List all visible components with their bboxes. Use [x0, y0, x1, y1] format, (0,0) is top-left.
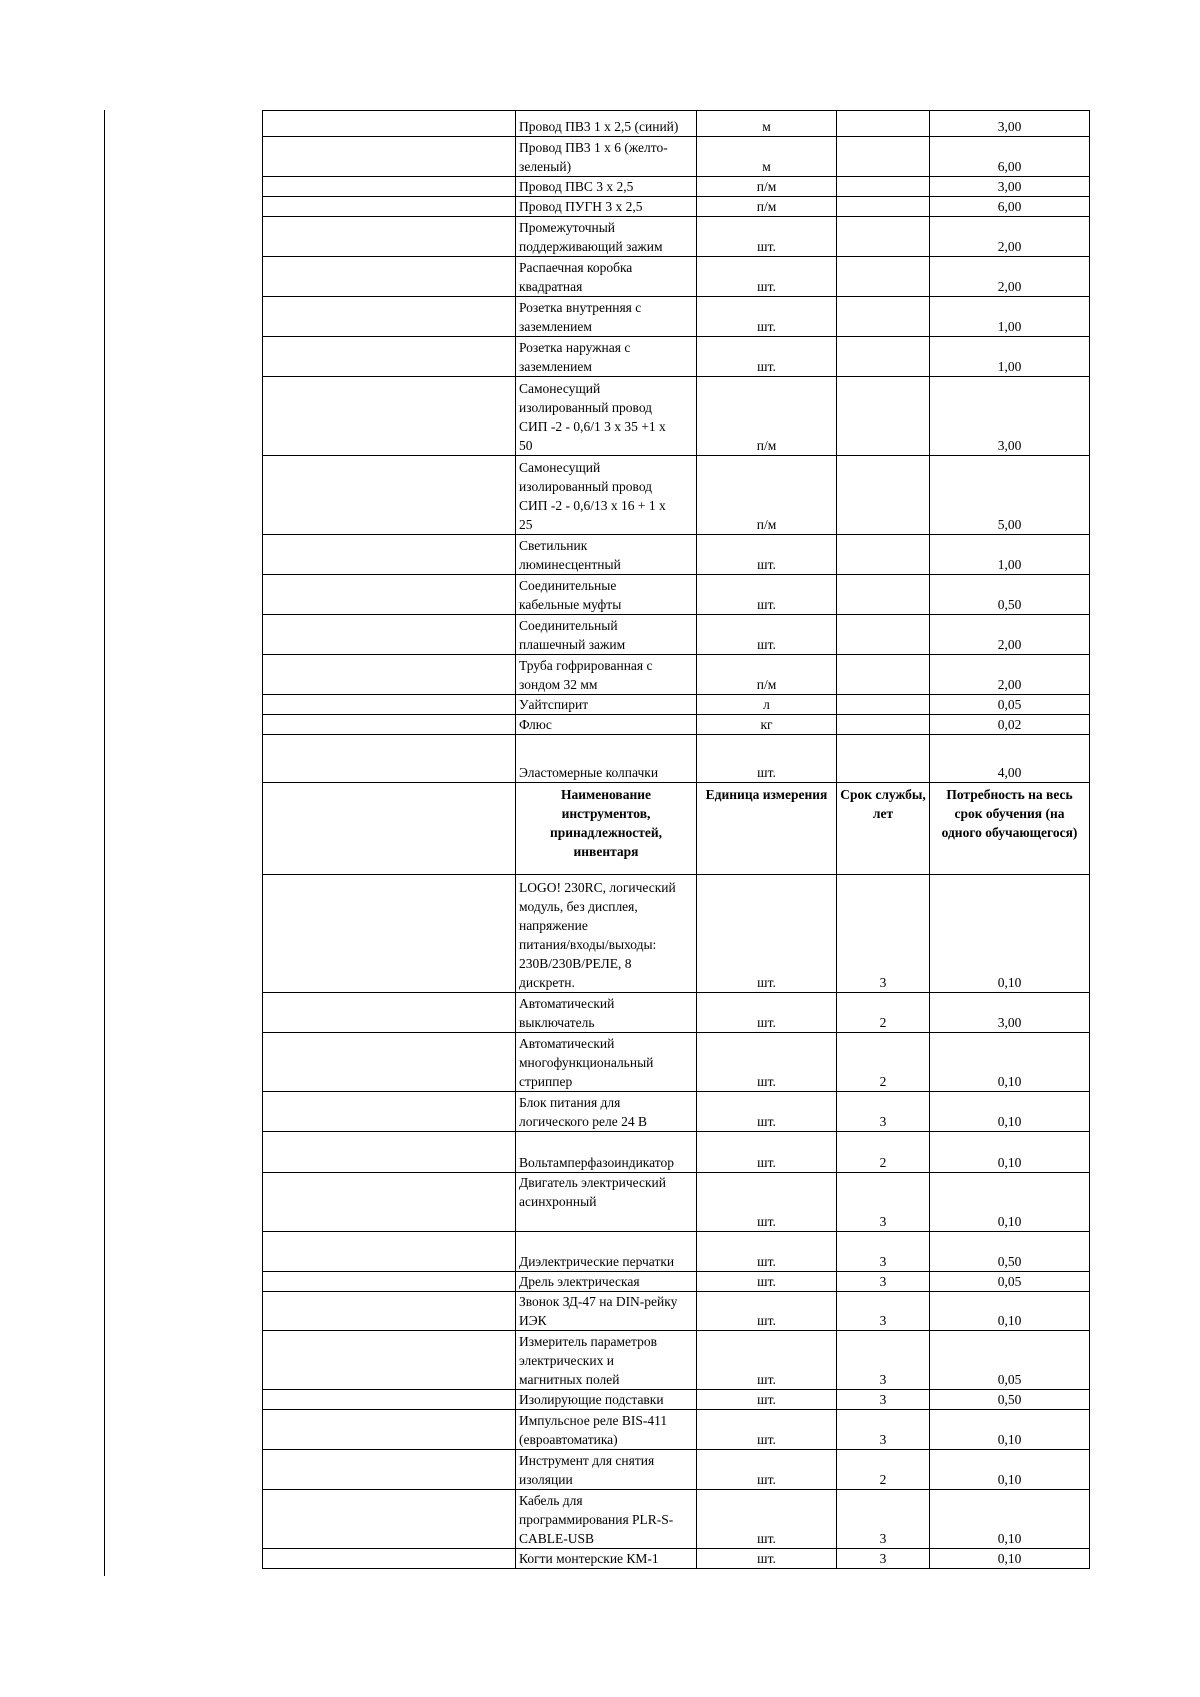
- item-name: Соединительный плашечный зажим: [516, 615, 697, 655]
- item-need: 2,00: [930, 655, 1090, 695]
- table-row: [263, 1173, 1090, 1232]
- item-life: [837, 177, 930, 197]
- item-unit: шт.: [697, 575, 837, 615]
- header-name: Наименование инструментов, принадлежностей, инвентаря: [516, 783, 697, 875]
- item-unit: шт.: [697, 217, 837, 257]
- table-row: [263, 297, 1090, 337]
- item-name: Двигатель электрический асинхронный: [516, 1173, 697, 1232]
- item-need: 1,00: [930, 297, 1090, 337]
- item-life: 3: [837, 875, 930, 993]
- table-row: [263, 715, 1090, 735]
- item-unit: шт.: [697, 1033, 837, 1092]
- table-header-row: [263, 783, 1090, 875]
- item-life: [837, 337, 930, 377]
- item-need: 3,00: [930, 111, 1090, 137]
- item-life: 2: [837, 993, 930, 1033]
- table-row: [263, 1292, 1090, 1331]
- item-life: 3: [837, 1549, 930, 1569]
- item-life: [837, 456, 930, 535]
- table-row: [263, 993, 1090, 1033]
- item-need: 0,10: [930, 1033, 1090, 1092]
- item-life: [837, 655, 930, 695]
- item-name: Соединительные кабельные муфты: [516, 575, 697, 615]
- item-life: 3: [837, 1410, 930, 1450]
- item-life: 3: [837, 1232, 930, 1272]
- table-row: [263, 177, 1090, 197]
- item-unit: шт.: [697, 735, 837, 783]
- item-name: Светильник люминесцентный: [516, 535, 697, 575]
- item-life: [837, 715, 930, 735]
- item-unit: п/м: [697, 655, 837, 695]
- table-row: [263, 257, 1090, 297]
- item-unit: шт.: [697, 337, 837, 377]
- item-need: 0,05: [930, 695, 1090, 715]
- item-unit: шт.: [697, 1292, 837, 1331]
- item-life: 3: [837, 1092, 930, 1132]
- item-name: Самонесущий изолированный провод СИП -2 - 0,6/13 х 16 + 1 х 25: [516, 456, 697, 535]
- table-row: [263, 615, 1090, 655]
- item-name: Блок питания для логического реле 24 В: [516, 1092, 697, 1132]
- item-name: Розетка внутренняя с заземлением: [516, 297, 697, 337]
- item-need: 1,00: [930, 535, 1090, 575]
- item-name: Звонок ЗД-47 на DIN-рейку ИЭК: [516, 1292, 697, 1331]
- item-name: Вольтамперфазоиндикатор: [516, 1132, 697, 1173]
- item-unit: л: [697, 695, 837, 715]
- item-need: 3,00: [930, 177, 1090, 197]
- table-row: [263, 1549, 1090, 1569]
- item-need: 4,00: [930, 735, 1090, 783]
- item-unit: м: [697, 111, 837, 137]
- item-name: Провод ПУГН 3 х 2,5: [516, 197, 697, 217]
- item-life: 2: [837, 1132, 930, 1173]
- item-need: 0,10: [930, 875, 1090, 993]
- table-row: [263, 111, 1090, 137]
- item-name: LOGO! 230RC, логический модуль, без дисплея, напряжение питания/входы/выходы: 230В/230В/РЕЛЕ, 8 дискретн.: [516, 875, 697, 993]
- item-life: [837, 535, 930, 575]
- item-unit: шт.: [697, 875, 837, 993]
- item-name: Самонесущий изолированный провод СИП -2 - 0,6/1 3 х 35 +1 х 50: [516, 377, 697, 456]
- item-life: 3: [837, 1173, 930, 1232]
- table-row: [263, 1410, 1090, 1450]
- table-row: [263, 456, 1090, 535]
- table-row: [263, 377, 1090, 456]
- item-need: 3,00: [930, 377, 1090, 456]
- item-name: Уайтспирит: [516, 695, 697, 715]
- item-life: [837, 615, 930, 655]
- table-row: [263, 1232, 1090, 1272]
- item-need: 0,10: [930, 1450, 1090, 1490]
- item-need: 0,50: [930, 1232, 1090, 1272]
- item-life: [837, 695, 930, 715]
- item-need: 6,00: [930, 137, 1090, 177]
- item-unit: шт.: [697, 1092, 837, 1132]
- item-name: Диэлектрические перчатки: [516, 1232, 697, 1272]
- item-name: Кабель для программирования PLR-S- CABLE-USB: [516, 1490, 697, 1549]
- table-row: [263, 1132, 1090, 1173]
- item-need: 2,00: [930, 615, 1090, 655]
- item-name: Провод ПВС 3 х 2,5: [516, 177, 697, 197]
- item-life: 2: [837, 1450, 930, 1490]
- item-unit: п/м: [697, 377, 837, 456]
- item-need: 0,05: [930, 1331, 1090, 1390]
- item-unit: п/м: [697, 456, 837, 535]
- item-need: 0,10: [930, 1092, 1090, 1132]
- item-need: 3,00: [930, 993, 1090, 1033]
- table-row: [263, 137, 1090, 177]
- item-unit: шт.: [697, 615, 837, 655]
- item-need: 5,00: [930, 456, 1090, 535]
- table-row: [263, 535, 1090, 575]
- item-unit: шт.: [697, 1390, 837, 1410]
- table-row: [263, 1033, 1090, 1092]
- item-need: 0,05: [930, 1272, 1090, 1292]
- item-name: Эластомерные колпачки: [516, 735, 697, 783]
- item-life: [837, 111, 930, 137]
- item-life: 3: [837, 1390, 930, 1410]
- table-row: [263, 337, 1090, 377]
- equipment-table: [262, 110, 1090, 1569]
- item-unit: шт.: [697, 1232, 837, 1272]
- item-life: 3: [837, 1331, 930, 1390]
- item-need: 0,10: [930, 1132, 1090, 1173]
- item-life: 3: [837, 1490, 930, 1549]
- table-row: [263, 197, 1090, 217]
- item-life: 3: [837, 1272, 930, 1292]
- item-need: 0,10: [930, 1173, 1090, 1232]
- item-unit: шт.: [697, 1331, 837, 1390]
- table-row: [263, 575, 1090, 615]
- item-unit: кг: [697, 715, 837, 735]
- item-unit: шт.: [697, 535, 837, 575]
- table-row: [263, 875, 1090, 993]
- item-unit: шт.: [697, 1173, 837, 1232]
- table-row: [263, 1450, 1090, 1490]
- table-row: [263, 1331, 1090, 1390]
- item-need: 0,10: [930, 1292, 1090, 1331]
- item-life: [837, 735, 930, 783]
- item-name: Автоматический многофункциональный стриппер: [516, 1033, 697, 1092]
- item-need: 6,00: [930, 197, 1090, 217]
- item-name: Розетка наружная с заземлением: [516, 337, 697, 377]
- item-name: Распаечная коробка квадратная: [516, 257, 697, 297]
- item-unit: шт.: [697, 993, 837, 1033]
- table-row: [263, 1390, 1090, 1410]
- table-row: [263, 735, 1090, 783]
- item-name: Дрель электрическая: [516, 1272, 697, 1292]
- item-need: 2,00: [930, 257, 1090, 297]
- item-name: Промежуточный поддерживающий зажим: [516, 217, 697, 257]
- item-name: Флюс: [516, 715, 697, 735]
- item-name: Инструмент для снятия изоляции: [516, 1450, 697, 1490]
- item-name: Когти монтерские КМ-1: [516, 1549, 697, 1569]
- header-unit: Единица измерения: [697, 783, 837, 875]
- item-unit: шт.: [697, 1272, 837, 1292]
- item-life: 3: [837, 1292, 930, 1331]
- item-unit: шт.: [697, 1450, 837, 1490]
- item-need: 0,10: [930, 1490, 1090, 1549]
- header-need: Потребность на весь срок обучения (на одного обучающегося): [930, 783, 1090, 875]
- header-life: Срок службы, лет: [837, 783, 930, 875]
- table-row: [263, 655, 1090, 695]
- item-life: [837, 257, 930, 297]
- item-unit: м: [697, 137, 837, 177]
- table-row: [263, 1092, 1090, 1132]
- table-row: [263, 1272, 1090, 1292]
- left-margin-rule: [104, 110, 105, 1576]
- item-need: 2,00: [930, 217, 1090, 257]
- item-life: [837, 575, 930, 615]
- item-need: 0,50: [930, 1390, 1090, 1410]
- table-row: [263, 217, 1090, 257]
- item-unit: шт.: [697, 1410, 837, 1450]
- item-unit: шт.: [697, 297, 837, 337]
- item-name: Автоматический выключатель: [516, 993, 697, 1033]
- item-life: [837, 137, 930, 177]
- item-life: 2: [837, 1033, 930, 1092]
- item-name: Измеритель параметров электрических и магнитных полей: [516, 1331, 697, 1390]
- item-name: Импульсное реле BIS-411 (евроавтоматика): [516, 1410, 697, 1450]
- item-unit: шт.: [697, 1132, 837, 1173]
- item-need: 0,10: [930, 1549, 1090, 1569]
- item-need: 0,02: [930, 715, 1090, 735]
- item-name: Труба гофрированная с зондом 32 мм: [516, 655, 697, 695]
- table-row: [263, 695, 1090, 715]
- item-need: 0,50: [930, 575, 1090, 615]
- item-life: [837, 297, 930, 337]
- item-life: [837, 377, 930, 456]
- item-life: [837, 197, 930, 217]
- item-name: Изолирующие подставки: [516, 1390, 697, 1410]
- table-row: [263, 1490, 1090, 1549]
- item-life: [837, 217, 930, 257]
- item-unit: п/м: [697, 197, 837, 217]
- item-unit: шт.: [697, 1490, 837, 1549]
- item-need: 0,10: [930, 1410, 1090, 1450]
- item-name: Провод ПВ3 1 х 2,5 (синий): [516, 111, 697, 137]
- item-name: Провод ПВ3 1 х 6 (желто- зеленый): [516, 137, 697, 177]
- item-need: 1,00: [930, 337, 1090, 377]
- item-unit: п/м: [697, 177, 837, 197]
- item-unit: шт.: [697, 1549, 837, 1569]
- item-unit: шт.: [697, 257, 837, 297]
